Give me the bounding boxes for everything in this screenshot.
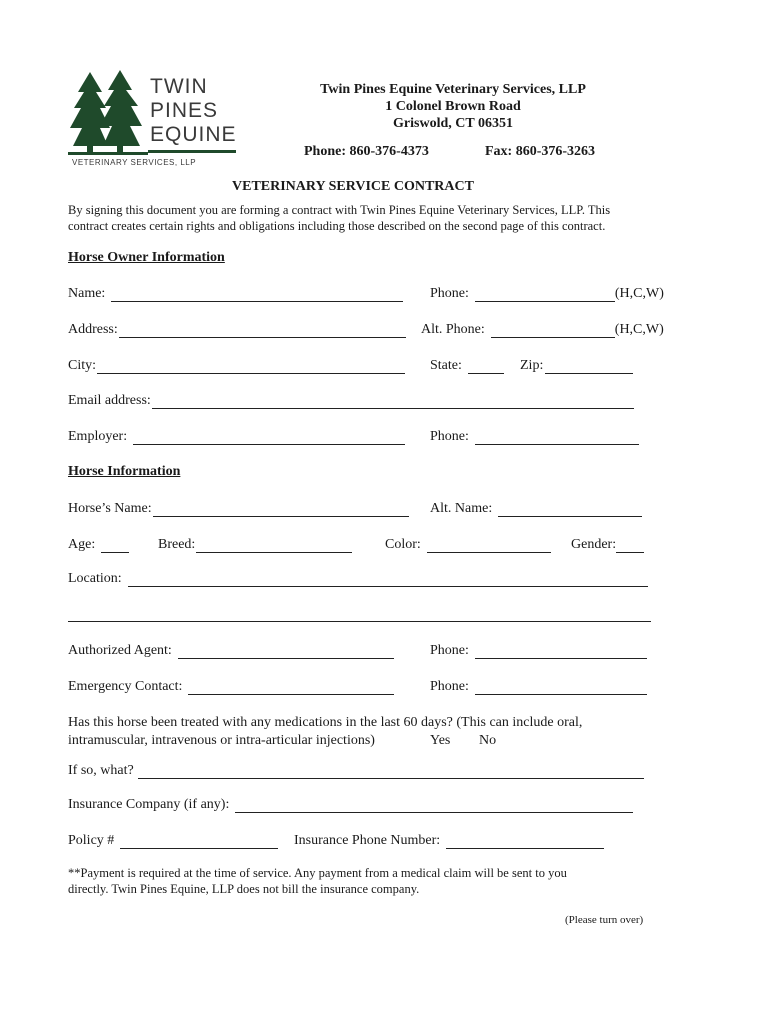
owner-alt-phone-input-line[interactable] bbox=[491, 324, 615, 338]
logo-word-equine: EQUINE bbox=[150, 123, 237, 146]
owner-state-input-line[interactable] bbox=[468, 360, 504, 374]
horse-color-label: Color: bbox=[385, 537, 421, 552]
emergency-contact-phone-input-line[interactable] bbox=[475, 681, 647, 695]
medications-detail-label: If so, what? bbox=[68, 763, 134, 778]
horse-location-label: Location: bbox=[68, 571, 122, 586]
medications-no-option[interactable]: No bbox=[479, 733, 497, 748]
insurance-company-label: Insurance Company (if any): bbox=[68, 797, 230, 812]
horse-gender-field[interactable] bbox=[571, 537, 644, 553]
owner-alt-phone-field[interactable] bbox=[421, 322, 664, 338]
horse-breed-label: Breed: bbox=[158, 537, 196, 552]
turn-over-note: (Please turn over) bbox=[565, 914, 644, 926]
insurance-company-field[interactable] bbox=[68, 797, 633, 813]
horse-name-field[interactable] bbox=[68, 501, 409, 517]
policy-number-field[interactable] bbox=[68, 833, 278, 849]
policy-number-input-line[interactable] bbox=[120, 835, 278, 849]
owner-address-label: Address: bbox=[68, 322, 118, 337]
authorized-agent-phone-input-line[interactable] bbox=[475, 645, 647, 659]
horse-gender-label: Gender: bbox=[571, 537, 617, 552]
owner-state-field[interactable] bbox=[430, 358, 504, 374]
owner-employer-phone-input-line[interactable] bbox=[475, 431, 639, 445]
owner-employer-phone-label: Phone: bbox=[430, 429, 469, 444]
owner-phone-suffix: (H,C,W) bbox=[614, 286, 664, 301]
owner-phone-label: Phone: bbox=[430, 286, 469, 301]
authorized-agent-field[interactable] bbox=[68, 643, 394, 659]
company-address-line2: Griswold, CT 06351 bbox=[393, 116, 513, 131]
insurance-company-input-line[interactable] bbox=[235, 799, 633, 813]
horse-name-label: Horse’s Name: bbox=[68, 501, 152, 516]
horse-alt-name-field[interactable] bbox=[430, 501, 642, 517]
horse-color-field[interactable] bbox=[385, 537, 551, 553]
emergency-contact-input-line[interactable] bbox=[188, 681, 394, 695]
horse-gender-input-line[interactable] bbox=[616, 539, 644, 553]
owner-email-label: Email address: bbox=[68, 393, 151, 408]
medications-detail-input-line[interactable] bbox=[138, 765, 644, 779]
owner-zip-input-line[interactable] bbox=[545, 360, 633, 374]
owner-city-input-line[interactable] bbox=[97, 360, 405, 374]
owner-name-input-line[interactable] bbox=[111, 288, 403, 302]
policy-number-label: Policy # bbox=[68, 833, 115, 848]
owner-employer-input-line[interactable] bbox=[133, 431, 405, 445]
owner-alt-phone-label: Alt. Phone: bbox=[421, 322, 485, 337]
company-address-line1: 1 Colonel Brown Road bbox=[385, 99, 521, 114]
horse-age-field[interactable] bbox=[68, 537, 129, 553]
owner-zip-field[interactable] bbox=[520, 358, 633, 374]
horse-breed-input-line[interactable] bbox=[196, 539, 352, 553]
company-name: Twin Pines Equine Veterinary Services, LLP bbox=[320, 82, 586, 97]
payment-note-line1: **Payment is required at the time of service. Any payment from a medical claim will be sent to you bbox=[68, 866, 567, 880]
horse-age-label: Age: bbox=[68, 537, 96, 552]
horse-location-input-line-2[interactable] bbox=[68, 608, 651, 622]
payment-note-line2: directly. Twin Pines Equine, LLP does not bill the insurance company. bbox=[68, 882, 420, 896]
authorized-agent-phone-field[interactable] bbox=[430, 643, 647, 659]
owner-employer-phone-field[interactable] bbox=[430, 429, 639, 445]
owner-email-field[interactable] bbox=[68, 393, 634, 409]
contract-intro-line1: By signing this document you are forming a contract with Twin Pines Equine Veterinary Services, LLP. This bbox=[68, 203, 611, 217]
company-fax: Fax: 860-376-3263 bbox=[485, 144, 596, 159]
horse-name-input-line[interactable] bbox=[153, 503, 409, 517]
contract-intro-line2: contract creates certain rights and obligations including those described on the second page of this contract. bbox=[68, 219, 606, 233]
logo-tagline: VETERINARY SERVICES, LLP bbox=[72, 158, 197, 167]
horse-age-input-line[interactable] bbox=[101, 539, 129, 553]
owner-name-field[interactable] bbox=[68, 286, 403, 302]
emergency-contact-phone-label: Phone: bbox=[430, 679, 469, 694]
horse-location-field[interactable] bbox=[68, 571, 648, 587]
owner-phone-input-line[interactable] bbox=[475, 288, 615, 302]
owner-email-input-line[interactable] bbox=[152, 395, 634, 409]
horse-color-input-line[interactable] bbox=[427, 539, 551, 553]
owner-employer-field[interactable] bbox=[68, 429, 405, 445]
horse-location-input-line[interactable] bbox=[128, 573, 648, 587]
emergency-contact-label: Emergency Contact: bbox=[68, 679, 183, 694]
logo-word-pines: PINES bbox=[150, 99, 219, 122]
authorized-agent-phone-label: Phone: bbox=[430, 643, 469, 658]
logo-underline bbox=[148, 150, 236, 153]
owner-city-field[interactable] bbox=[68, 358, 405, 374]
owner-zip-label: Zip: bbox=[520, 358, 544, 373]
medications-question-line2: intramuscular, intravenous or intra-articular injections) bbox=[68, 733, 375, 748]
owner-alt-phone-suffix: (H,C,W) bbox=[614, 322, 664, 337]
authorized-agent-input-line[interactable] bbox=[178, 645, 394, 659]
authorized-agent-label: Authorized Agent: bbox=[68, 643, 172, 658]
horse-section-heading: Horse Information bbox=[68, 464, 181, 479]
insurance-phone-label: Insurance Phone Number: bbox=[294, 833, 441, 848]
contract-title: VETERINARY SERVICE CONTRACT bbox=[232, 179, 474, 194]
owner-address-field[interactable] bbox=[68, 322, 406, 338]
emergency-contact-phone-field[interactable] bbox=[430, 679, 647, 695]
owner-city-label: City: bbox=[68, 358, 97, 373]
company-phone: Phone: 860-376-4373 bbox=[304, 144, 429, 159]
emergency-contact-field[interactable] bbox=[68, 679, 394, 695]
owner-section-heading: Horse Owner Information bbox=[68, 250, 225, 265]
horse-alt-name-input-line[interactable] bbox=[498, 503, 642, 517]
owner-name-label: Name: bbox=[68, 286, 106, 301]
owner-state-label: State: bbox=[430, 358, 462, 373]
owner-phone-field[interactable] bbox=[430, 286, 664, 302]
owner-address-input-line[interactable] bbox=[119, 324, 406, 338]
medications-question-line1: Has this horse been treated with any medications in the last 60 days? (This can include oral, bbox=[68, 715, 583, 730]
horse-breed-field[interactable] bbox=[158, 537, 352, 553]
insurance-phone-input-line[interactable] bbox=[446, 835, 604, 849]
insurance-phone-field[interactable] bbox=[294, 833, 604, 849]
horse-alt-name-label: Alt. Name: bbox=[430, 501, 493, 516]
logo-word-twin: TWIN bbox=[150, 75, 208, 98]
owner-employer-label: Employer: bbox=[68, 429, 128, 444]
medications-detail-field[interactable] bbox=[68, 763, 644, 779]
medications-yes-option[interactable]: Yes bbox=[430, 733, 451, 748]
